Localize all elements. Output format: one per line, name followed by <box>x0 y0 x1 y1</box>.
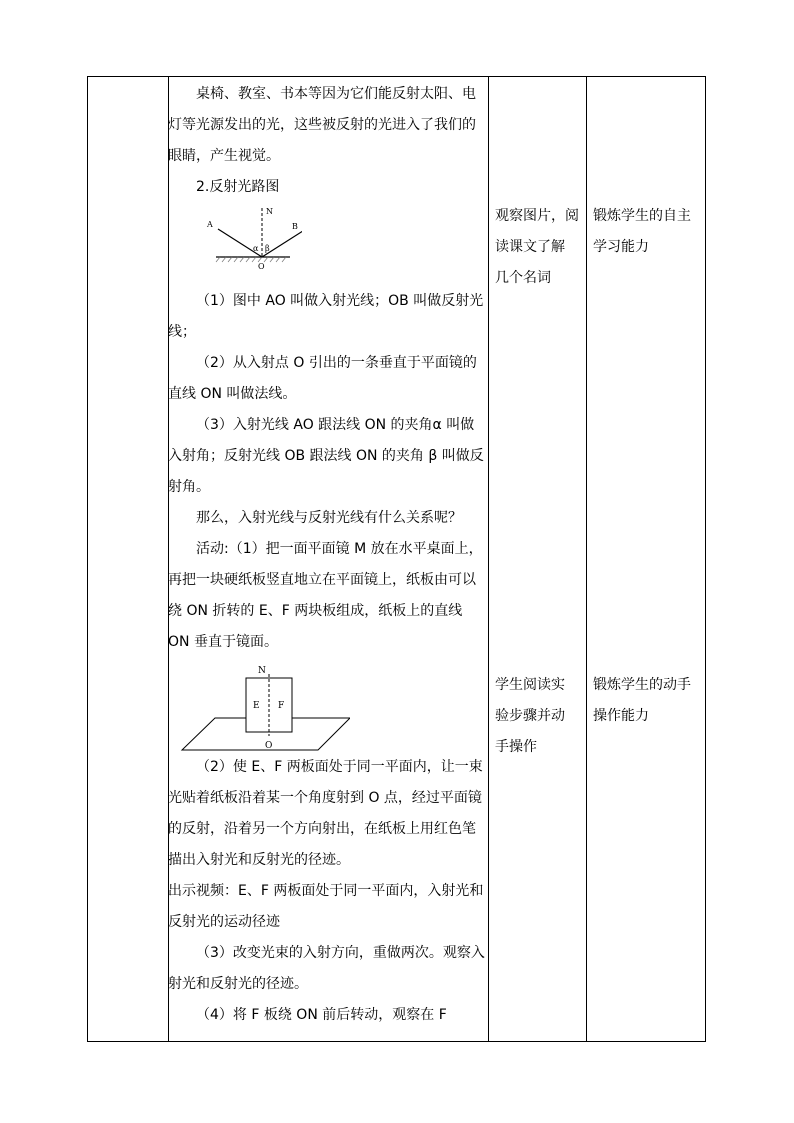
item-incident-reflected-ray: （1）图中 AO 叫做入射光线；OB 叫做反射光线； <box>168 293 484 340</box>
question: 那么，入射光线与反射光线有什么关系呢？ <box>196 510 462 526</box>
column-divider <box>586 77 587 1041</box>
label-b: B <box>292 222 298 231</box>
label-beta: β <box>265 244 270 253</box>
activity-step-4: （4）将 F 板绕 ON 前后转动，观察在 F <box>196 1007 447 1023</box>
label-n: N <box>258 666 266 676</box>
teaching-content-column <box>168 76 486 1031</box>
text-line: 锻炼学生的动手 <box>593 677 691 693</box>
activity-step-1: 活动:（1）把一面平面镜 M 放在水平桌面上，再把一块硬纸板竖直地立在平面镜上，纸板由可以绕 ON 折转的 E、F 两块板组成，纸板上的直线 ON 垂直于镜面。 <box>168 541 483 650</box>
paragraph-visual-reflection: 桌椅、教室、书本等因为它们能反射太阳、电灯等光源发出的光，这些被反射的光进入了我们的眼睛，产生视觉。 <box>168 86 476 164</box>
column-divider <box>488 77 489 1041</box>
activity-step-2: （2）使 E、F 两板面处于同一平面内，让一束光贴着纸板沿着某一个角度射到 O 点，经过平面镜的反射，沿着另一个方向射出，在纸板上用红色笔描出入射光和反射光的径迹。 <box>168 759 483 868</box>
video-note: 出示视频：E、F 两板面处于同一平面内，入射光和反射光的运动径迹 <box>168 883 484 930</box>
label-o: O <box>265 741 273 751</box>
activity-step-3: （3）改变光束的入射方向，重做两次。观察入射光和反射光的径迹。 <box>168 945 485 992</box>
text-line: 观察图片，阅 <box>495 208 579 224</box>
text-line: 学习能力 <box>593 239 649 255</box>
student-activity-2 <box>495 670 565 763</box>
mirror-hatching <box>216 257 286 262</box>
label-a: A <box>207 220 213 229</box>
heading-reflection-diagram: 2.反射光路图 <box>196 179 280 195</box>
text-line: 锻炼学生的自主 <box>593 208 691 224</box>
label-o: O <box>258 262 265 271</box>
text-line: 手操作 <box>495 739 537 755</box>
item-angles: （3）入射光线 AO 跟法线 ON 的夹角α 叫做入射角；反射光线 OB 跟法线 ON 的夹角 β 叫做反射角。 <box>168 417 484 495</box>
text-line: 读课文了解 <box>495 239 565 255</box>
label-n: N <box>266 207 273 216</box>
design-intent-1 <box>593 201 691 263</box>
item-normal-line: （2）从入射点 O 引出的一条垂直于平面镜的直线 ON 叫做法线。 <box>168 355 477 402</box>
text-line: 几个名词 <box>495 270 551 286</box>
label-f: F <box>278 701 285 711</box>
label-e: E <box>253 701 260 711</box>
reflection-diagram <box>202 206 302 276</box>
experiment-diagram <box>180 664 350 752</box>
text-line: 操作能力 <box>593 708 649 724</box>
text-line: 验步骤并动 <box>495 708 565 724</box>
label-alpha: α <box>253 244 259 253</box>
student-activity-1 <box>495 201 579 294</box>
design-intent-2 <box>593 670 691 732</box>
text-line: 学生阅读实 <box>495 677 565 693</box>
